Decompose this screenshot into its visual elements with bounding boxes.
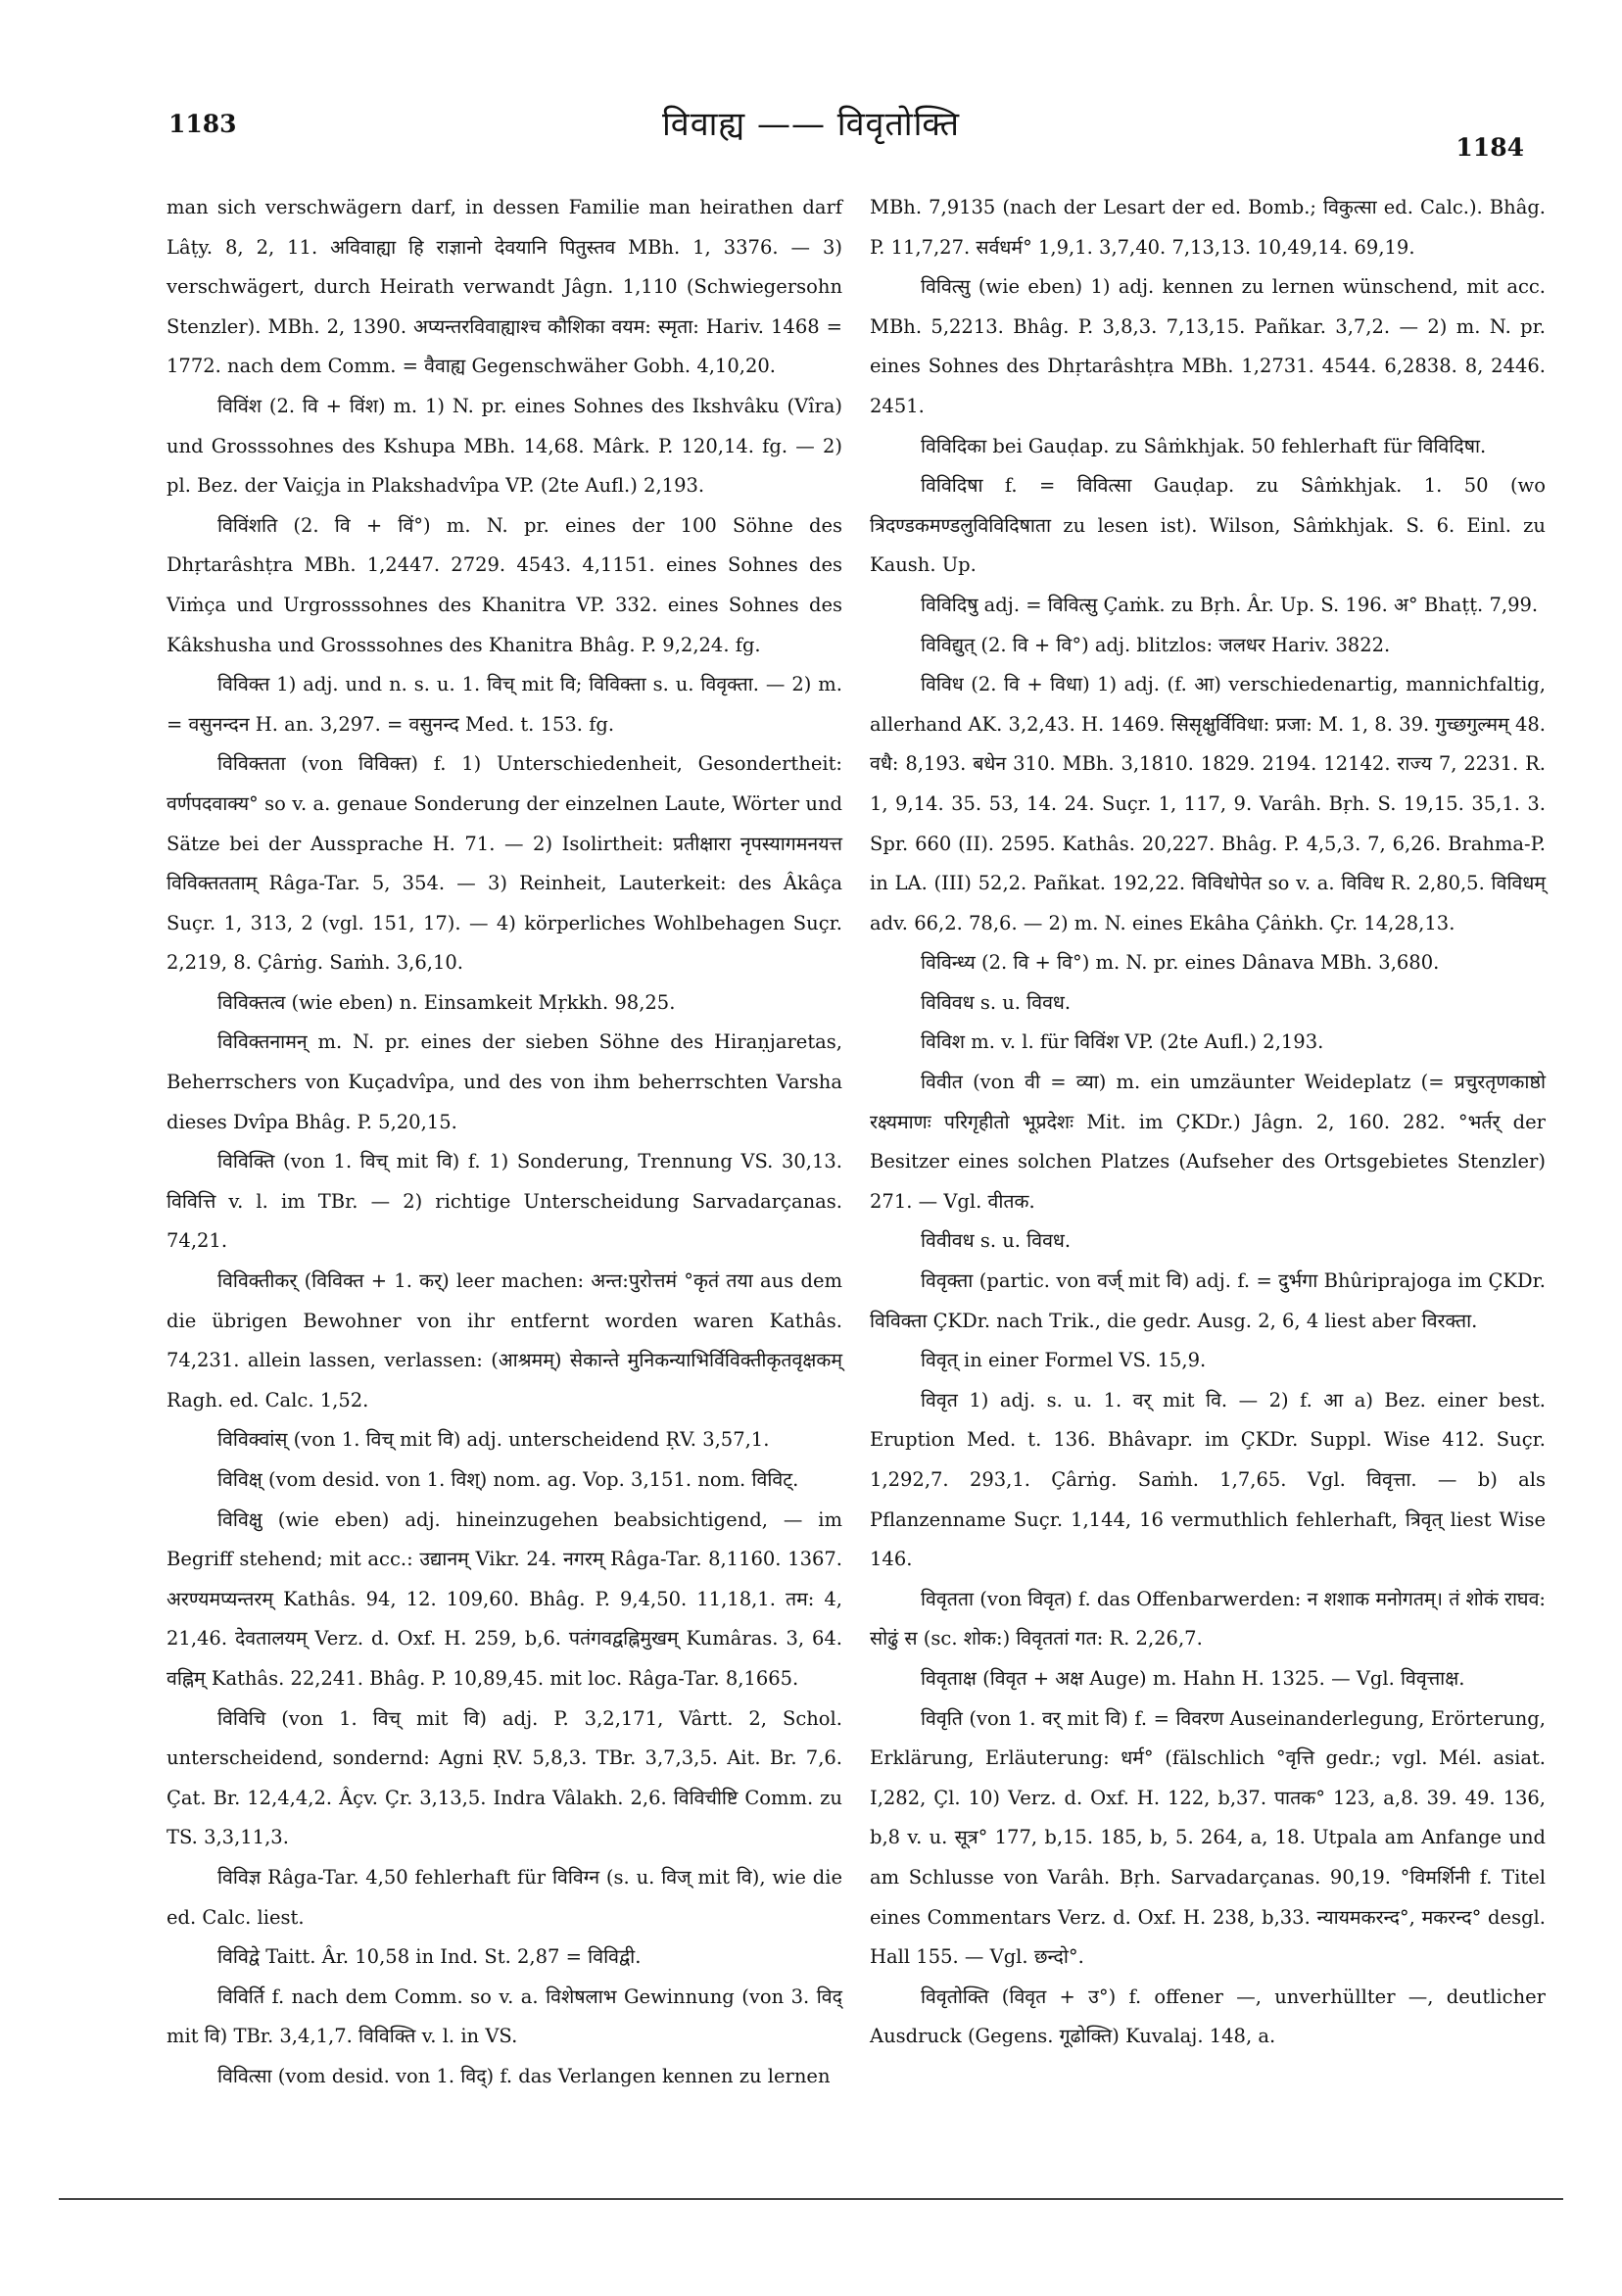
dictionary-entry: विविक्वांस् (von 1. विच् mit वि) adj. unterscheidend ṚV. 3,57,1. <box>217 1428 770 1452</box>
page-number-right: 1184 <box>1455 133 1524 162</box>
dictionary-entry: विविर्ति f. nach dem Comm. so v. a. विशेषलाभ Gewinnung (von 3. विद् mit वि) TBr. 3,4,1,7. विविक्ति v. l. in VS. <box>167 1985 842 2048</box>
dictionary-entry: विविवध s. u. विवध. <box>921 990 1072 1014</box>
dictionary-entry: विविदिका bei Gauḍap. zu Sâṁkhjak. 50 fehlerhaft für विविदिषा. <box>921 434 1487 457</box>
dictionary-entry: विविदिषा f. = विवित्सा Gauḍap. zu Sâṁkhjak. 1. 50 (wo त्रिदण्डकमण्डलुविविदिषाता zu lesen ist). Wilson, Sâṁkhjak. S. 6. Einl. zu Kaush. Up. <box>870 474 1546 577</box>
dictionary-entry: विविक्तीकर् (विविक्त + 1. कर्) leer machen: अन्त:पुरोत्तमं °कृतं तया aus dem die übrigen Bewohner von ihr entfernt worden waren Kathâs. 74,231. allein lassen, verlassen: (आश्रमम्) सेकान्ते मुनिकन्याभिर्विविक्तीकृतवृक्षकम् Ragh. ed. Calc. 1,52. <box>167 1269 842 1411</box>
dictionary-entry: विवृति (von 1. वर् mit वि) f. = विवरण Auseinanderlegung, Erörterung, Erklärung, Erläuterung: धर्म° (fälschlich °वृत्ति gedr.; vgl. Mél. asiat. I,282, Çl. 10) Verz. d. Oxf. H. 122, b,37. पातक° 123, a,8. 39. 49. 136, b,8 v. u. सूत्र° 177, b,15. 185, b, 5. 264, a, 18. Utpala am Anfange und am Schlusse von Varâh. Bṛh. Sarvadarçanas. 90,19. °विमर्शिनी f. Titel eines Commentars Verz. d. Oxf. H. 238, b,33. न्यायमकरन्द°, मकरन्द° desgl. Hall 155. — Vgl. छन्दो°. <box>870 1706 1546 1969</box>
dictionary-entry: विविक्तत्व (wie eben) n. Einsamkeit Mṛkkh. 98,25. <box>217 990 676 1014</box>
dictionary-entry: विविक्षु (wie eben) adj. hineinzugehen beabsichtigend, — im Begriff stehend; mit acc.: उद्यानम् Vikr. 24. नगरम् Râga-Tar. 8,1160. 1367. अरण्यमप्यन्तरम् Kathâs. 94, 12. 109,60. Bhâg. P. 9,4,50. 11,18,1. तम: 4, 21,46. देवतालयम् Verz. d. Oxf. H. 259, b,6. पतंगवद्वह्निमुखम् Kumâras. 3, 64. वह्निम् Kathâs. 22,241. Bhâg. P. 10,89,45. mit loc. Râga-Tar. 8,1665. <box>167 1507 842 1690</box>
dictionary-entry: विविश m. v. l. für विविंश VP. (2te Aufl.) 2,193. <box>921 1030 1324 1054</box>
dictionary-entry: विविदिषु adj. = विवित्सु Çaṁk. zu Bṛh. Âr. Up. S. 196. अ° Bhaṭṭ. 7,99. <box>921 593 1539 616</box>
dictionary-entry: विविद्युत् (2. वि + वि°) adj. blitzlos: जलधर Hariv. 3822. <box>921 633 1391 656</box>
dictionary-entry: विविन्ध्य (2. वि + वि°) m. N. pr. eines Dânava MBh. 3,680. <box>921 951 1440 975</box>
dictionary-entry: विवीवध s. u. विवध. <box>921 1229 1072 1253</box>
dictionary-entry: विवृत 1) adj. s. u. 1. वर् mit वि. — 2) f. आ a) Bez. einer best. Eruption Med. t. 136. Bhâvapr. im ÇKDr. Suppl. Wise 412. Suçr. 1,292,7. 293,1. Çârṅg. Saṁh. 1,7,65. Vgl. विवृत्ता. — b) als Pflanzenname Suçr. 1,144, 16 vermuthlich fehlerhaft, त्रिवृत् liest Wise 146. <box>870 1388 1546 1571</box>
dictionary-entry: विवृतता (von विवृत) f. das Offenbarwerden: न शशाक मनोगतम्। तं शोकं राघव: सोढुं स (sc. शोक:) विवृततां गत: R. 2,26,7. <box>870 1587 1546 1650</box>
dictionary-entry: MBh. 7,9135 (nach der Lesart der ed. Bomb.; विकुत्सा ed. Calc.). Bhâg. P. 11,7,27. सर्वधर्म° 1,9,1. 3,7,40. 7,13,13. 10,49,14. 69,19. <box>870 196 1546 259</box>
dictionary-entry: विविद्वे Taitt. Âr. 10,58 in Ind. St. 2,87 = विविद्वी. <box>217 1945 642 1969</box>
dictionary-entry: विविध (2. वि + विधा) 1) adj. (f. आ) verschiedenartig, mannichfaltig, allerhand AK. 3,2,43. H. 1469. सिसृक्षुर्विविधा: प्रजा: M. 1, 8. 39. गुच्छगुल्मम् 48. वधै: 8,193. बधेन 310. MBh. 3,1810. 1829. 2194. 12142. राज्य 7, 2231. R. 1, 9,14. 35. 53, 14. 24. Suçr. 1, 117, 9. Varâh. Bṛh. S. 19,15. 35,1. 3. Spr. 660 (II). 2595. Kathâs. 20,227. Bhâg. P. 4,5,3. 7, 6,26. Brahma-P. in LA. (III) 52,2. Pañkat. 192,22. विविधोपेत so v. a. विविध R. 2,80,5. विविधम् adv. 66,2. 78,6. — 2) m. N. eines Ekâha Çâṅkh. Çr. 14,28,13. <box>870 673 1546 934</box>
dictionary-entry: विवृतोक्ति (विवृत + उ°) f. offener —, unverhüllter —, deutlicher Ausdruck (Gegens. गूढोक्ति) Kuvalaj. 148, a. <box>870 1985 1546 2048</box>
dictionary-entry: विविक्ष् (vom desid. von 1. विश्) nom. ag. Vop. 3,151. nom. विविट्. <box>217 1468 799 1491</box>
dictionary-entry: विविक्तनामन् m. N. pr. eines der sieben Söhne des Hiraṇjaretas, Beherrschers von Kuçadvîpa, und des von ihm beherrschten Varsha dieses Dvîpa Bhâg. P. 5,20,15. <box>167 1030 842 1133</box>
page-number-left: 1183 <box>168 110 237 138</box>
dictionary-entry: विवृताक्ष (विवृत + अक्ष Auge) m. Hahn H. 1325. — Vgl. विवृत्ताक्ष. <box>921 1666 1465 1690</box>
dictionary-entry: विवृक्ता (partic. von वर्ज् mit वि) adj. f. = दुर्भगा Bhûriprajoga im ÇKDr. विविक्ता ÇKDr. nach Trik., die gedr. Ausg. 2, 6, 4 liest aber विरक्ता. <box>870 1269 1546 1332</box>
dictionary-entry: विवीत (von वी = व्या) m. ein umzäunter Weideplatz (= प्रचुरतृणकाष्ठो रक्ष्यमाणः परिगृहीतो भूप्रदेशः Mit. im ÇKDr.) Jâgn. 2, 160. 282. °भर्तर् der Besitzer eines solchen Platzes (Aufseher des Ortsgebietes Stenzler) 271. — Vgl. वीतक. <box>870 1071 1546 1213</box>
running-head: विवाह्य —— विवृतोक्ति <box>661 105 960 144</box>
dictionary-entry: विवित्सु (wie eben) 1) adj. kennen zu lernen wünschend, mit acc. MBh. 5,2213. Bhâg. P. 3,8,3. 7,13,15. Pañkar. 3,7,2. — 2) m. N. pr. eines Sohnes des Dhṛtarâshṭra MBh. 1,2731. 4544. 6,2838. 8, 2446. 2451. <box>870 275 1546 417</box>
dictionary-entry: विविक्ति (von 1. विच् mit वि) f. 1) Sonderung, Trennung VS. 30,13. विवित्ति v. l. im TBr. — 2) richtige Unterscheidung Sarvadarçanas. 74,21. <box>167 1150 842 1253</box>
left-column <box>167 188 842 2097</box>
dictionary-entry: विविक्तता (von विविक्त) f. 1) Unterschiedenheit, Gesondertheit: वर्णपदवाक्य° so v. a. genaue Sonderung der einzelnen Laute, Wörter und Sätze bei der Aussprache H. 71. — 2) Isolirtheit: प्रतीक्षारा नृपस्यागमनयत्त विविक्ततताम् Râga-Tar. 5, 354. — 3) Reinheit, Lauterkeit: des Âkâça Suçr. 1, 313, 2 (vgl. 151, 17). — 4) körperliches Wohlbehagen Suçr. 2,219, 8. Çârṅg. Saṁh. 3,6,10. <box>167 752 842 975</box>
dictionary-entry: विविचि (von 1. विच् mit वि) adj. P. 3,2,171, Vârtt. 2, Schol. unterscheidend, sondernd: Agni ṚV. 5,8,3. TBr. 3,7,3,5. Ait. Br. 7,6. Çat. Br. 12,4,4,2. Âçv. Çr. 3,13,5. Indra Vâlakh. 2,6. विविचीष्टि Comm. zu TS. 3,3,11,3. <box>167 1706 842 1849</box>
right-column <box>870 188 1546 2057</box>
dictionary-entry: man sich verschwägern darf, in dessen Familie man heirathen darf Lâṭy. 8, 2, 11. अविवाह्या हि राज्ञानो देवयानि पितुस्तव MBh. 1, 3376. — 3) verschwägert, durch Heirath verwandt Jâgn. 1,110 (Schwiegersohn Stenzler). MBh. 2, 1390. अप्यन्तरविवाह्याश्च कौशिका वयम: स्मृता: Hariv. 1468 = 1772. nach dem Comm. = वैवाह्य Gegenschwäher Gobh. 4,10,20. <box>167 196 842 378</box>
bottom-rule <box>59 2198 1563 2200</box>
dictionary-entry: विविक्त 1) adj. und n. s. u. 1. विच् mit वि; विविक्ता s. u. विवृक्ता. — 2) m. = वसुनन्दन H. an. 3,297. = वसुनन्द Med. t. 153. fg. <box>167 673 842 736</box>
dictionary-entry: विविंशति (2. वि + विं°) m. N. pr. eines der 100 Söhne des Dhṛtarâshṭra MBh. 1,2447. 2729. 4543. 4,1151. eines Sohnes des Viṁça und Urgrosssohnes des Khanitra VP. 332. eines Sohnes des Kâkshusha und Grosssohnes des Khanitra Bhâg. P. 9,2,24. fg. <box>167 513 842 656</box>
dictionary-entry: विविज्ञ Râga-Tar. 4,50 fehlerhaft für विविग्न (s. u. विज् mit वि), wie die ed. Calc. liest. <box>167 1865 842 1929</box>
dictionary-entry: विविंश (2. वि + विंश) m. 1) N. pr. eines Sohnes des Ikshvâku (Vîra) und Grosssohnes des Kshupa MBh. 14,68. Mârk. P. 120,14. fg. — 2) pl. Bez. der Vaiçja in Plakshadvîpa VP. (2te Aufl.) 2,193. <box>167 394 842 498</box>
dictionary-entry: विवृत् in einer Formel VS. 15,9. <box>921 1349 1207 1372</box>
dictionary-entry: विवित्सा (vom desid. von 1. विद्) f. das Verlangen kennen zu lernen <box>217 2064 831 2087</box>
